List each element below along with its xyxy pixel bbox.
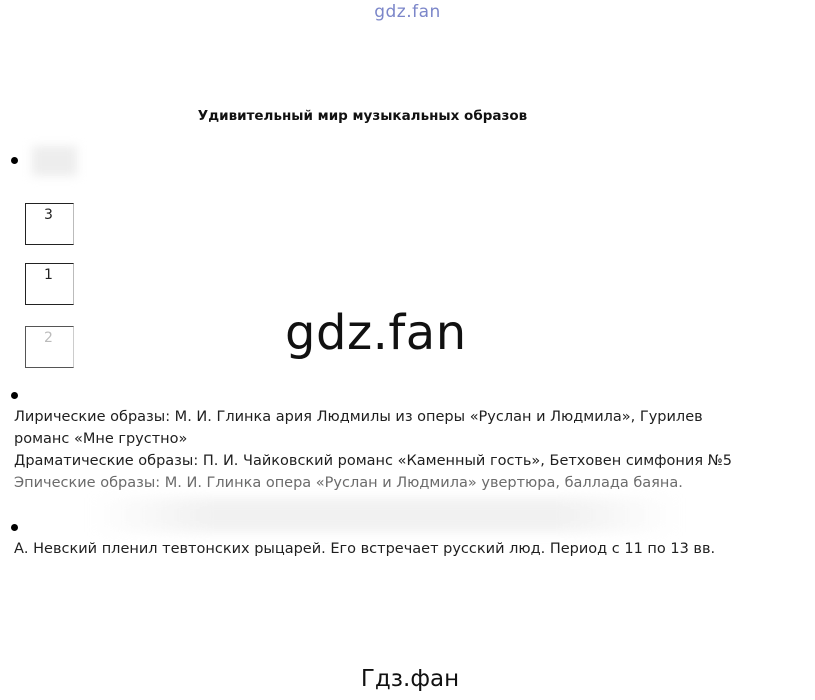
page-title: Удивительный мир музыкальных образов — [197, 108, 528, 124]
task-2-line-4: Эпические образы: М. И. Глинка опера «Руслан и Людмила» увертюра, баллада баяна. — [14, 475, 683, 491]
watermark-top: gdz.fan — [374, 2, 441, 22]
answer-box-2-value: 1 — [44, 267, 53, 283]
answer-box-3-value: 2 — [44, 330, 53, 346]
answer-box-1 — [25, 203, 74, 245]
answer-box-2 — [25, 263, 74, 305]
task-2-line-2: романс «Мне грустно» — [14, 431, 188, 447]
blurred-region — [32, 146, 77, 176]
bullet-task-2 — [11, 392, 18, 399]
answer-box-1-value: 3 — [44, 207, 53, 223]
task-2-line-3: Драматические образы: П. И. Чайковский романс «Каменный гость», Бетховен симфония №5 — [14, 453, 732, 469]
blurred-region — [90, 498, 680, 532]
watermark-center: gdz.fan — [285, 305, 467, 361]
answer-box-3 — [25, 326, 74, 368]
task-3-line: А. Невский пленил тевтонских рыцарей. Его встречает русский люд. Период с 11 по 13 вв. — [14, 541, 716, 557]
watermark-bottom: Гдз.фан — [360, 666, 460, 692]
task-2-line-1: Лирические образы: М. И. Глинка ария Людмилы из оперы «Руслан и Людмила», Гурилев — [14, 409, 703, 425]
bullet-task-1 — [11, 157, 18, 164]
bullet-task-3 — [11, 524, 18, 531]
